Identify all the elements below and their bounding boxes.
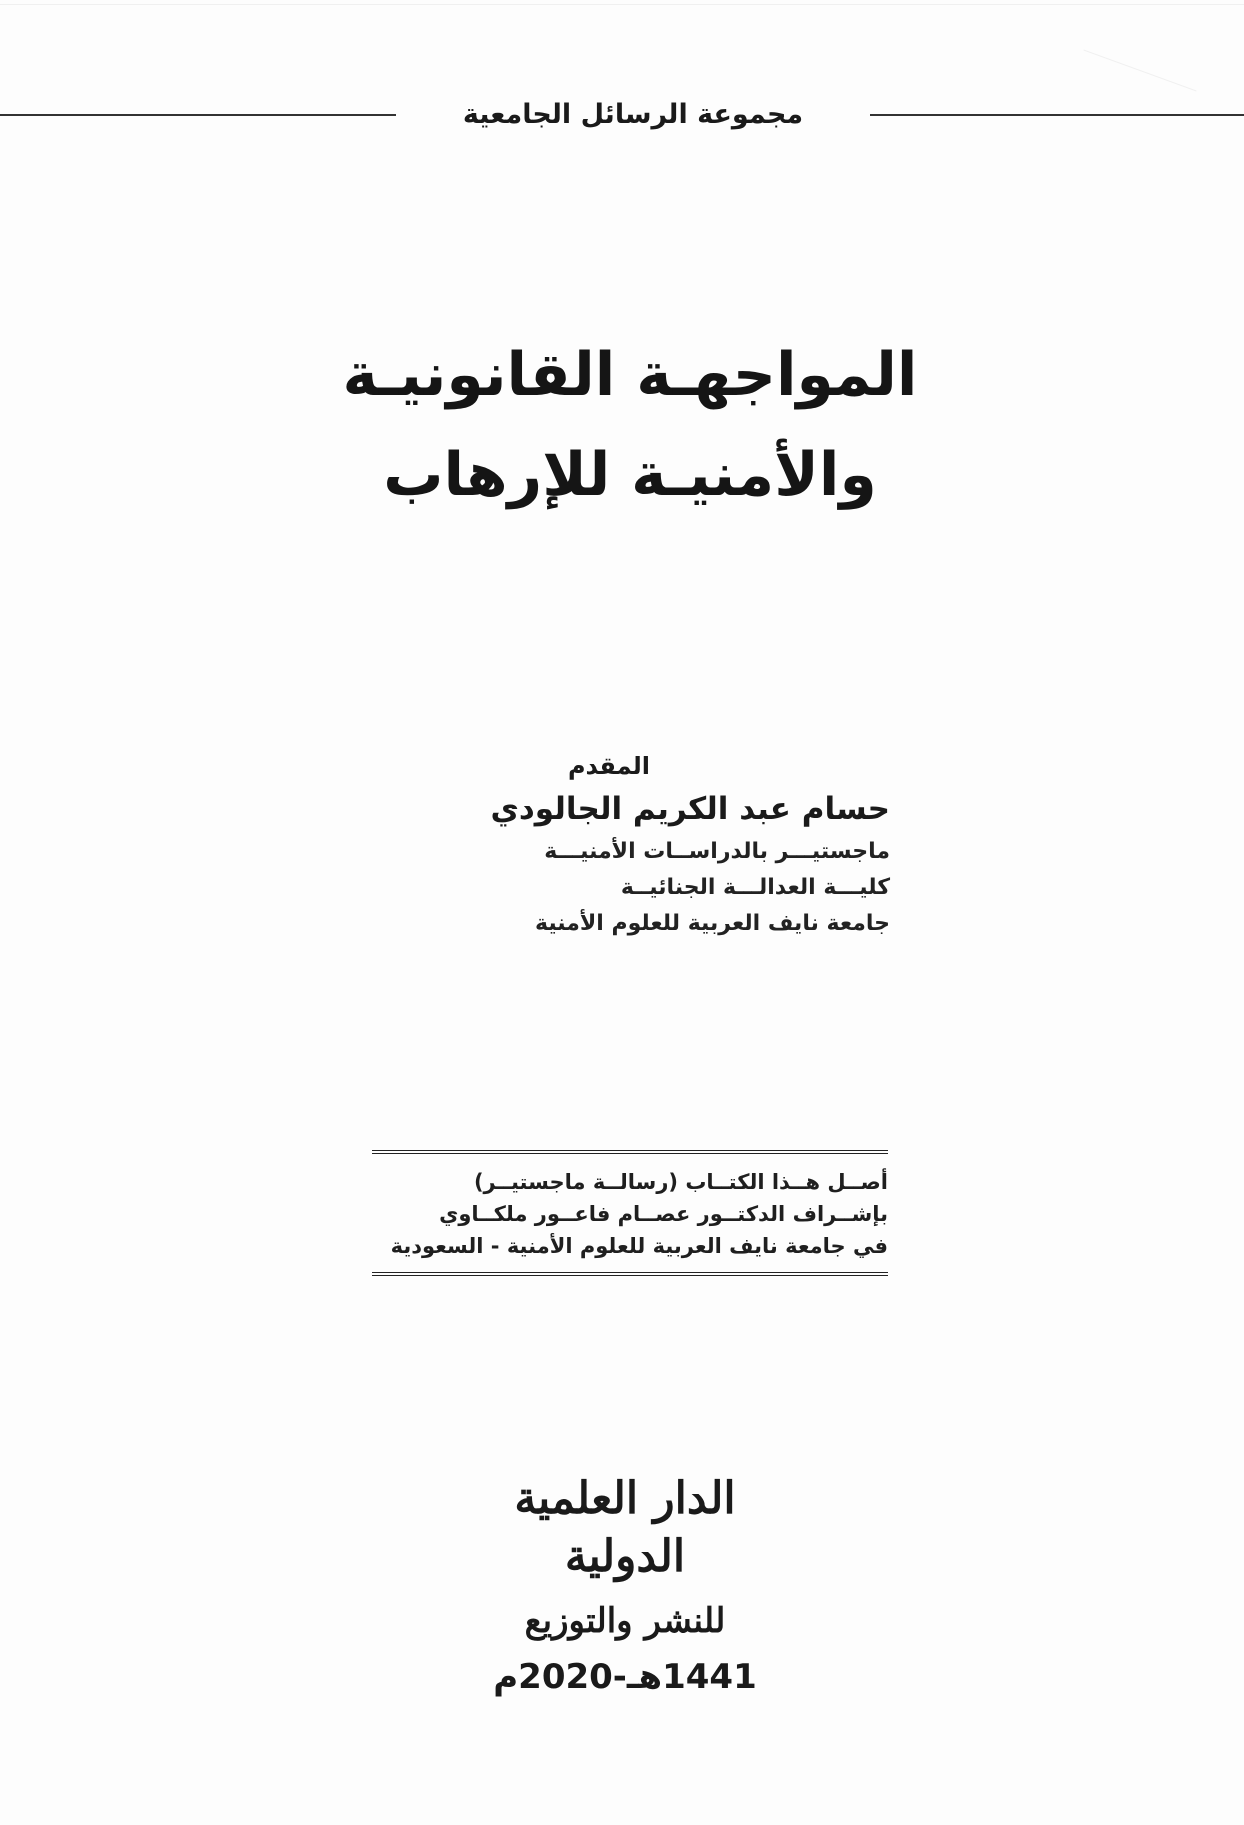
thesis-note-line: بإشــراف الدكتــور عصــام فاعــور ملكــاوي <box>439 1202 888 1226</box>
presenter-label: المقدم <box>567 752 650 780</box>
thesis-note-box <box>372 1150 888 1276</box>
book-title-line-1: المواجهـة القانونيـة <box>342 340 918 410</box>
publication-date: 1441هـ-2020م <box>493 1657 757 1697</box>
book-title <box>170 325 1090 525</box>
thesis-note-line: في جامعة نايف العربية للعلوم الأمنية - السعودية <box>390 1234 888 1258</box>
thesis-note-line: أصــل هــذا الكتــاب (رسالــة ماجستيــر) <box>473 1170 888 1194</box>
publisher-name: الدار العلمية الدولية <box>514 1473 736 1582</box>
series-label: مجموعة الرسائل الجامعية <box>462 99 804 130</box>
series-header <box>0 95 1244 135</box>
book-title-line-2: والأمنيـة للإرهاب <box>383 440 877 510</box>
author-college: كليـــة العدالـــة الجنائيــة <box>620 875 890 900</box>
author-name: حسام عبد الكريم الجالودي <box>490 791 890 827</box>
author-degree: ماجستيـــر بالدراســات الأمنيـــة <box>544 839 890 864</box>
scan-edge-top <box>0 4 1244 5</box>
publisher-logo <box>460 1470 790 1646</box>
publisher-tagline: للنشر والتوزيع <box>524 1601 726 1641</box>
series-rule-right <box>870 114 1244 116</box>
scan-artifact <box>1083 50 1196 92</box>
author-university: جامعة نايف العربية للعلوم الأمنية <box>534 911 890 936</box>
series-rule-left <box>0 114 396 116</box>
author-block <box>300 748 890 942</box>
